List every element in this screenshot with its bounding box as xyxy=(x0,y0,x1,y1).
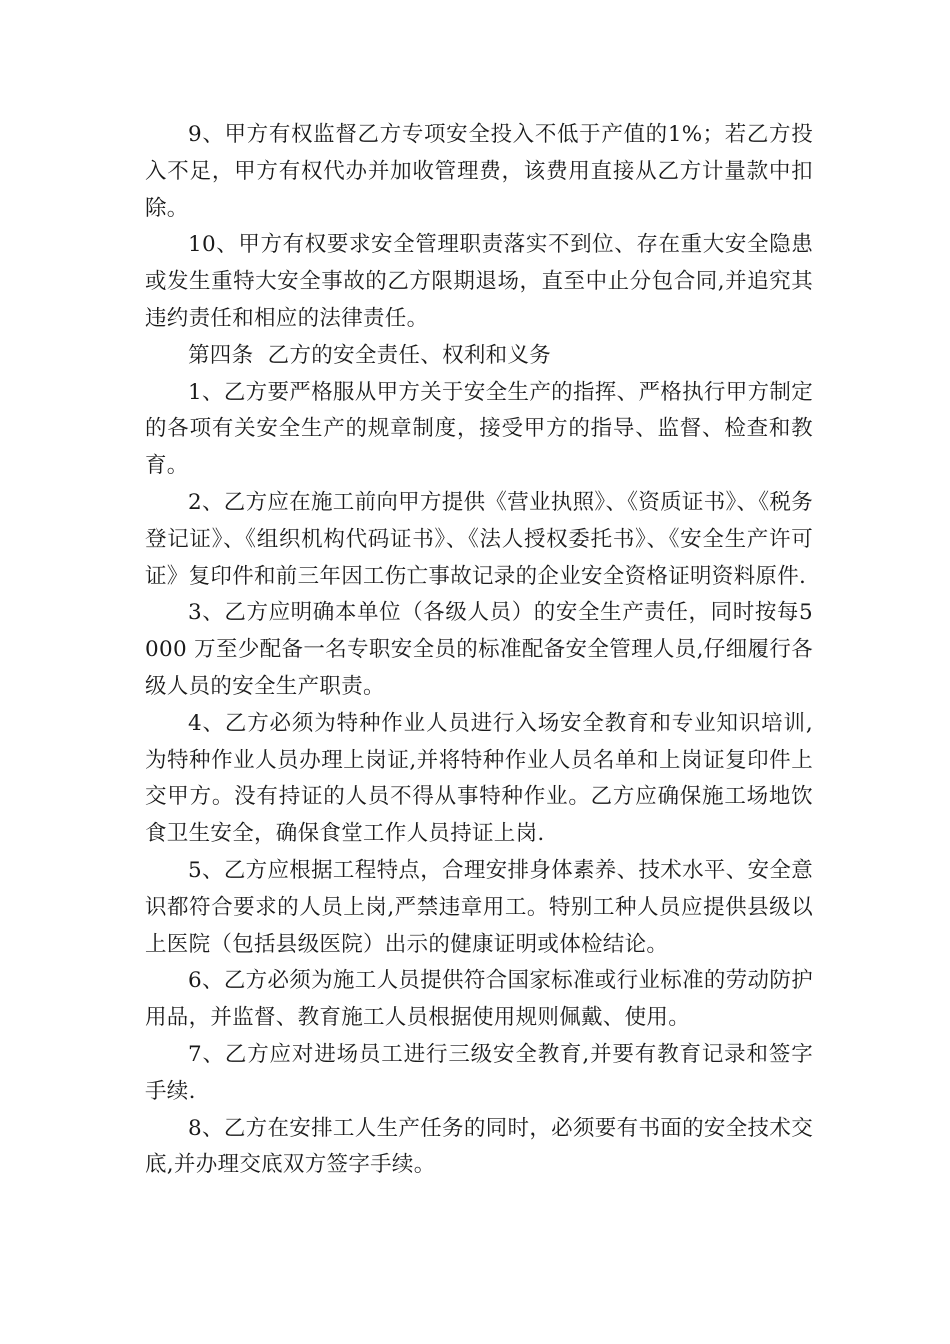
article-4-clause-2: 2、乙方应在施工前向甲方提供《营业执照》、《资质证书》、《税务登记证》、《组织机构代码证书》、《法人授权委托书》、《安全生产许可证》复印件和前三年因工伤亡事故记录的企业安全资格证明资料原件. xyxy=(145,489,813,589)
clause-9-paragraph: 9、甲方有权监督乙方专项安全投入不低于产值的1%；若乙方投入不足，甲方有权代办并加收管理费，该费用直接从乙方计量款中扣除。 xyxy=(145,122,813,221)
article-4-clause-4: 4、乙方必须为特种作业人员进行入场安全教育和专业知识培训,为特种作业人员办理上岗证,并将特种作业人员名单和上岗证复印件上交甲方。没有持证的人员不得从事特种作业。乙方应确保施工场地饮食卫生安全，确保食堂工作人员持证上岗. xyxy=(145,710,813,847)
article-4-clause-6: 6、乙方必须为施工人员提供符合国家标准或行业标准的劳动防护用品，并监督、教育施工人员根据使用规则佩戴、使用。 xyxy=(145,968,813,1031)
document-body xyxy=(145,117,813,1184)
article-4-heading: 第四条 乙方的安全责任、权利和义务 xyxy=(188,342,552,368)
article-4-clause-5: 5、乙方应根据工程特点，合理安排身体素养、技术水平、安全意识都符合要求的人员上岗,严禁违章用工。特别工种人员应提供县级以上医院（包括县级医院）出示的健康证明或体检结论。 xyxy=(145,857,813,957)
article-4-clause-8: 8、乙方在安排工人生产任务的同时，必须要有书面的安全技术交底,并办理交底双方签字手续。 xyxy=(145,1115,813,1178)
clause-10-paragraph: 10、甲方有权要求安全管理职责落实不到位、存在重大安全隐患或发生重特大安全事故的乙方限期退场，直至中止分包合同,并追究其违约责任和相应的法律责任。 xyxy=(145,232,813,331)
article-4-clause-7: 7、乙方应对进场员工进行三级安全教育,并要有教育记录和签字手续. xyxy=(145,1041,813,1104)
article-4-clause-1: 1、乙方要严格服从甲方关于安全生产的指挥、严格执行甲方制定的各项有关安全生产的规章制度，接受甲方的指导、监督、检查和教育。 xyxy=(145,379,813,479)
article-4-clause-3: 3、乙方应明确本单位（各级人员）的安全生产责任，同时按每5000 万至少配备一名专职安全员的标准配备安全管理人员,仔细履行各级人员的安全生产职责。 xyxy=(145,600,813,699)
